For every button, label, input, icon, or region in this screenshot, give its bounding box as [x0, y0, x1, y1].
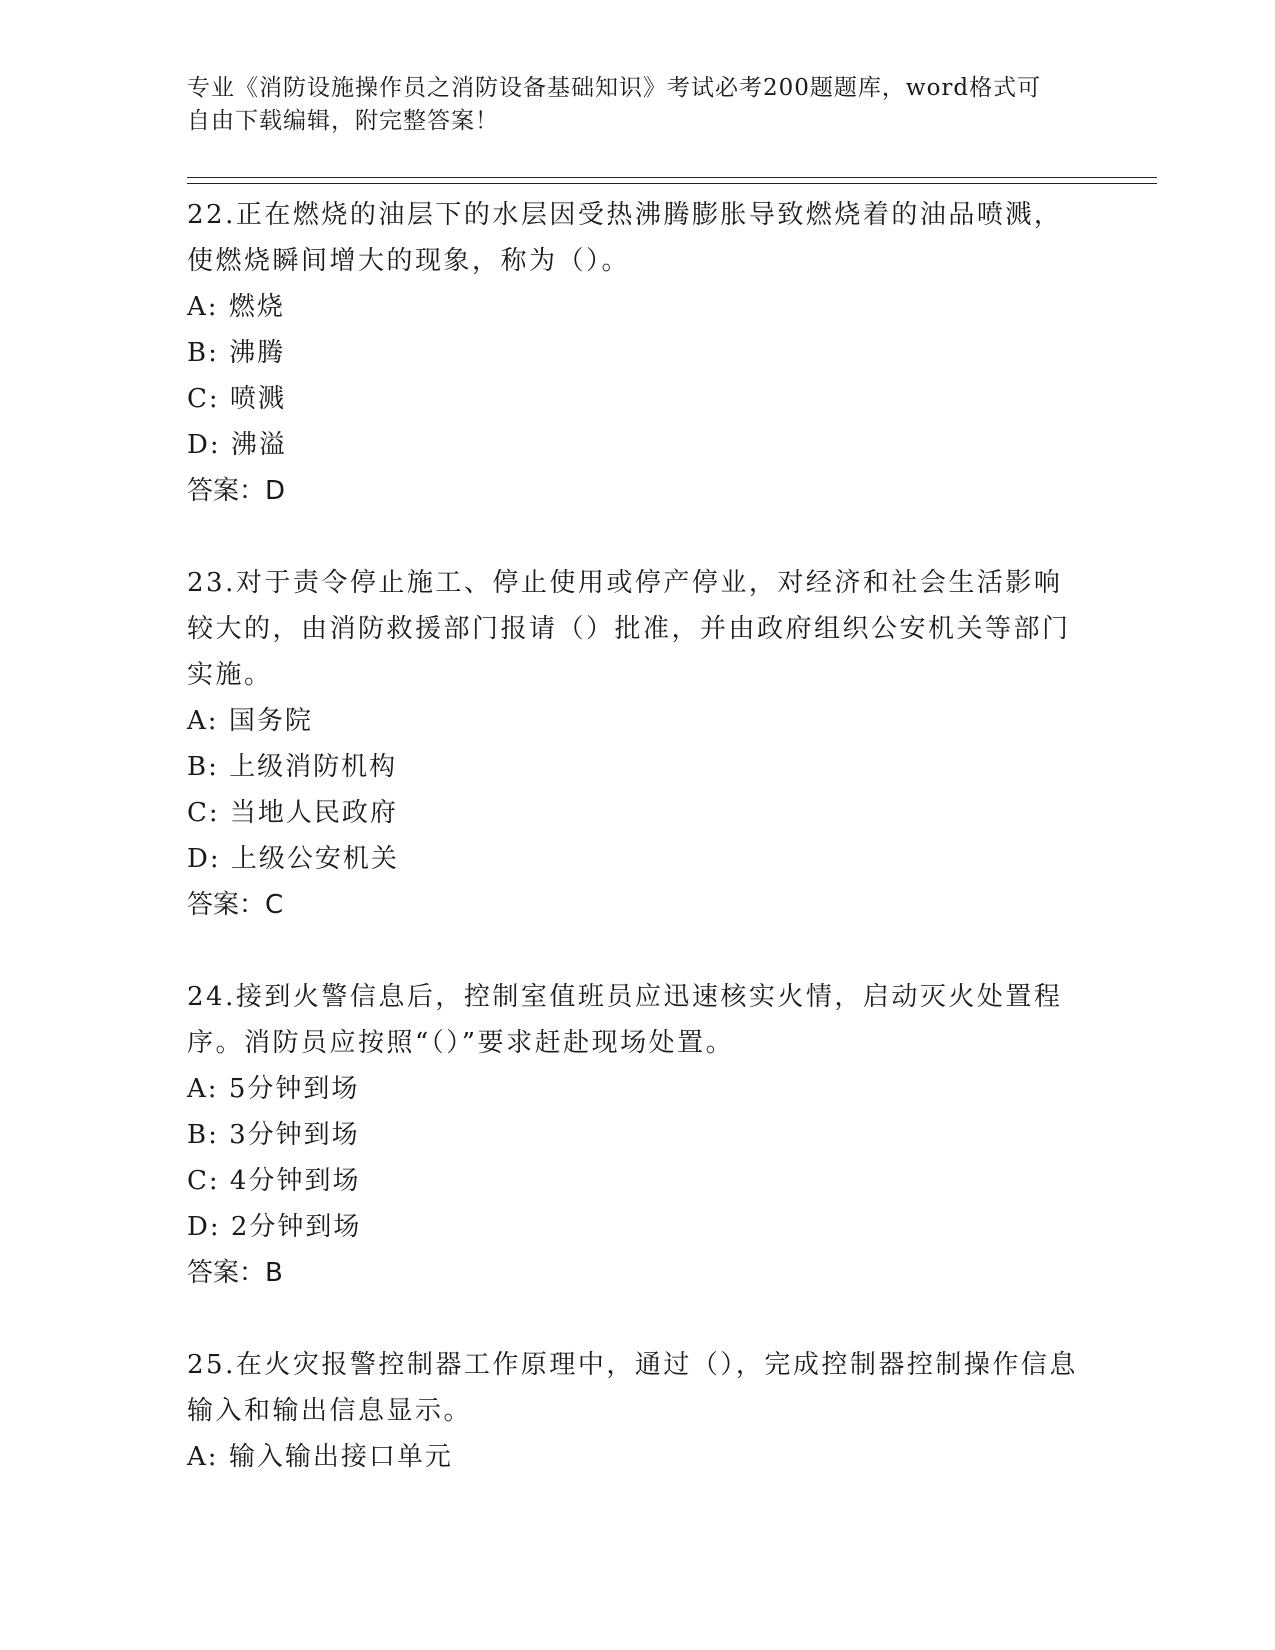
- question-text: [187, 192, 1087, 284]
- header-divider-bottom: [187, 183, 1157, 184]
- option-letter: C:: [187, 384, 220, 414]
- question-number: 25.: [187, 1350, 236, 1380]
- answer-option: [187, 1112, 1087, 1158]
- answer-option: [187, 284, 1087, 330]
- question-block: [187, 974, 1087, 1296]
- answer-option: [187, 330, 1087, 376]
- option-text: 沸溢: [230, 430, 287, 460]
- answer-key: 答案：C: [187, 890, 284, 920]
- question-number: 24.: [187, 982, 236, 1012]
- answer-option: [187, 1204, 1087, 1250]
- answer-option: [187, 698, 1087, 744]
- question-text: [187, 974, 1087, 1066]
- answer-option: [187, 744, 1087, 790]
- option-text: 2分钟到场: [230, 1212, 362, 1242]
- question-list: [187, 192, 1087, 1480]
- option-text: 输入输出接口单元: [228, 1442, 453, 1472]
- answer-option: [187, 790, 1087, 836]
- option-letter: D:: [187, 1212, 221, 1242]
- document-header: [187, 72, 1087, 138]
- option-letter: C:: [187, 1166, 220, 1196]
- option-text: 上级消防机构: [229, 752, 398, 782]
- answer-option: [187, 836, 1087, 882]
- option-letter: A:: [187, 292, 219, 322]
- question-body: 正在燃烧的油层下的水层因受热沸腾膨胀导致燃烧着的油品喷溅，使燃烧瞬间增大的现象，称为（）。: [187, 200, 1063, 276]
- question-body: 对于责令停止施工、停止使用或停产停业，对经济和社会生活影响较大的，由消防救援部门报请（）批准，并由政府组织公安机关等部门实施。: [187, 568, 1071, 690]
- question-body: 接到火警信息后，控制室值班员应迅速核实火情，启动灭火处置程序。消防员应按照“（）”要求赶赴现场处置。: [187, 982, 1063, 1058]
- header-line-2: 自由下载编辑，附完整答案！: [187, 108, 499, 134]
- answer-option: [187, 1066, 1087, 1112]
- option-letter: A:: [187, 1442, 219, 1472]
- option-letter: B:: [187, 1120, 219, 1150]
- answer-key: 答案：D: [187, 476, 286, 506]
- question-block: [187, 192, 1087, 514]
- option-letter: D:: [187, 430, 221, 460]
- option-letter: D:: [187, 844, 221, 874]
- option-letter: C:: [187, 798, 220, 828]
- option-text: 当地人民政府: [229, 798, 398, 828]
- option-text: 3分钟到场: [229, 1120, 360, 1150]
- question-text: [187, 560, 1087, 698]
- question-block: [187, 1342, 1087, 1480]
- question-number: 22.: [187, 200, 236, 230]
- option-text: 喷溅: [229, 384, 286, 414]
- answer-key: 答案：B: [187, 1258, 283, 1288]
- option-text: 国务院: [228, 706, 313, 736]
- option-text: 5分钟到场: [228, 1074, 360, 1104]
- question-body: 在火灾报警控制器工作原理中，通过（），完成控制器控制操作信息输入和输出信息显示。: [187, 1350, 1078, 1426]
- question-block: [187, 560, 1087, 928]
- answer-option: [187, 1158, 1087, 1204]
- header-divider-top: [187, 177, 1157, 178]
- question-text: [187, 1342, 1087, 1434]
- answer-option: [187, 376, 1087, 422]
- answer-option: [187, 422, 1087, 468]
- option-text: 沸腾: [229, 338, 286, 368]
- header-line-1: 专业《消防设施操作员之消防设备基础知识》考试必考200题题库，word格式可: [187, 75, 1042, 101]
- option-letter: B:: [187, 752, 219, 782]
- option-text: 上级公安机关: [230, 844, 399, 874]
- question-number: 23.: [187, 568, 236, 598]
- option-text: 4分钟到场: [229, 1166, 361, 1196]
- answer-option: [187, 1434, 1087, 1480]
- option-letter: A:: [187, 1074, 219, 1104]
- option-text: 燃烧: [228, 292, 285, 322]
- option-letter: A:: [187, 706, 219, 736]
- option-letter: B:: [187, 338, 219, 368]
